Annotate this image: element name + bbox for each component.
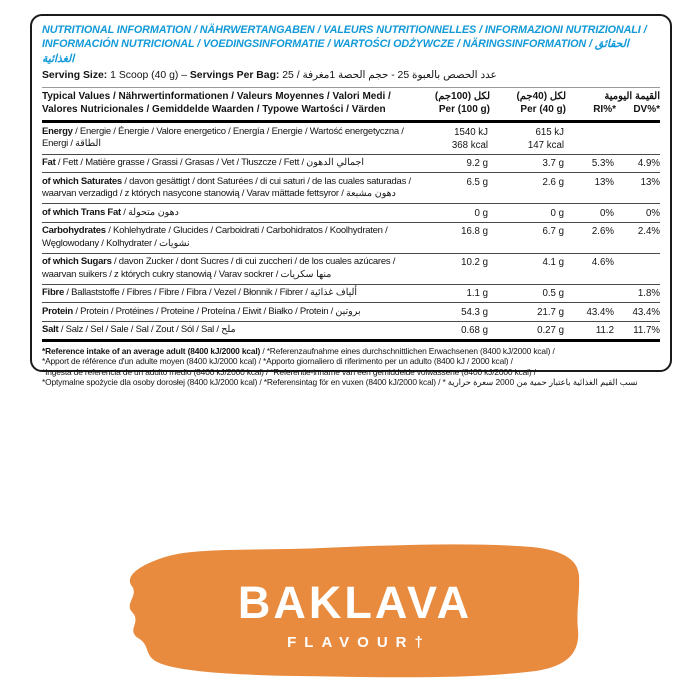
value-dv-percent: 2.4% <box>637 226 660 238</box>
flavor-badge <box>122 538 588 690</box>
footnote-line: *Reference intake of an average adult (8400 kJ/2000 kcal) / *Referenzaufnahme eines durchschnittlichen Erwachsenen (8400 kJ/2000 kcal) / <box>42 346 555 357</box>
column-header-ri: RI%* <box>593 103 616 115</box>
nutrient-label: Protein / Protein / Protéines / Proteine / Proteína / Eiwit / Białko / Protein / بروتين <box>42 305 361 317</box>
table-row <box>42 173 660 204</box>
value-per-100g: 1.1 g <box>466 288 488 300</box>
flavor-text <box>122 538 588 690</box>
footnote-line: *Ingesta de referencia de un adulto medio (8400 kJ/2000 kcal) / *Referentie-inname van een gemiddelde volwassene (8400 kJ/2000 kcal) / <box>42 366 536 377</box>
nutrient-label: Energy / Energie / Énergie / Valore energetico / Energía / Energie / Wartość energetyczna / Energi / الطاقة <box>42 125 404 150</box>
nutrition-rows <box>42 123 660 342</box>
serving-size-label: Serving Size: <box>42 69 108 81</box>
value-dv-percent: 43.4% <box>632 306 660 318</box>
table-row <box>42 223 660 254</box>
nutrient-label: Fat / Fett / Matière grasse / Grassi / Grasas / Vet / Tłuszcze / Fett / اجمالي الدهون <box>42 157 365 169</box>
table-row <box>42 155 660 174</box>
value-per-40g: 6.7 g <box>542 226 564 238</box>
value-per-100g: 0 g <box>474 207 488 219</box>
serving-divider <box>42 87 660 88</box>
value-ri-percent: 11.2 <box>595 325 614 337</box>
footnotes <box>42 346 660 388</box>
value-per-40g: 0.5 g <box>542 288 564 300</box>
value-ri-percent: 0% <box>599 207 614 219</box>
value-per-100g: 1540 kJ 368 kcal <box>451 126 488 151</box>
panel-title-line2: INFORMACIÓN NUTRICIONAL / VOEDINGSINFORMATIE / WARTOŚCI ODŻYWCZE / NÄRINGSINFORMATION / الحقائق الغذائية <box>42 38 629 65</box>
servings-per-bag-label: Servings Per Bag: <box>189 69 280 81</box>
value-dv-percent: 1.8% <box>637 288 660 300</box>
value-ri-percent: 5.3% <box>591 158 614 170</box>
column-header-daily-value: القيمة اليومية RI%* DV%* <box>568 91 660 116</box>
nutrient-label: Fibre / Ballaststoffe / Fibres / Fibre / Fibra / Vezel / Błonnik / Fibrer / ألياف غذائية <box>42 287 358 299</box>
value-per-40g: 3.7 g <box>542 158 564 170</box>
value-per-40g: 4.1 g <box>542 257 564 269</box>
value-per-100g: 10.2 g <box>461 257 488 269</box>
column-header-typical-values: Typical Values / Nährwertinformationen / Valeurs Moyennes / Valori Medi / Valores Nutricionales / Gemiddelde Waarden / Typowe Wartości / Värden <box>42 91 391 115</box>
table-row <box>42 254 660 285</box>
table-row <box>42 322 660 343</box>
value-per-40g: 21.7 g <box>537 306 564 318</box>
nutrient-label: of which Sugars / davon Zucker / dont Sucres / di cui zuccheri / de los cuales azúcares / waarvan suikers / z których cukry stanowią / Varav sockrer / منها سكريات <box>42 256 396 280</box>
nutrient-label: of which Trans Fat / دهون متحولة <box>42 206 179 218</box>
serving-info: Serving Size: 1 Scoop (40 g) – Servings Per Bag: 25 / عدد الحصص بالعبوة 25 - حجم الحصة 1مغرفة <box>42 69 497 81</box>
value-per-100g: 16.8 g <box>461 226 488 238</box>
nutrient-label: Salt / Salz / Sel / Sale / Sal / Zout / Sól / Sal / ملح <box>42 324 236 336</box>
value-per-100g: 9.2 g <box>466 158 488 170</box>
value-dv-percent: 13% <box>640 176 660 188</box>
nutrition-panel <box>30 14 672 388</box>
value-dv-percent: 4.9% <box>637 158 660 170</box>
column-header-per-40g: لكل (40جم) Per (40 g) <box>516 91 566 115</box>
value-ri-percent: 2.6% <box>591 226 614 238</box>
panel-title-line1: NUTRITIONAL INFORMATION / NÄHRWERTANGABEN / VALEURS NUTRITIONNELLES / INFORMAZIONI NUTRIZIONALI / <box>42 24 647 36</box>
panel-title <box>42 23 660 66</box>
footnote-line: *Apport de référence d'un adulte moyen (8400 kJ/2000 kcal) / *Apporto giornaliero di riferimento per un adulto (8400 kJ / 2000 kcal) / <box>42 356 513 367</box>
table-row <box>42 285 660 304</box>
value-per-100g: 54.3 g <box>461 306 488 318</box>
footnote-line: *Optymalne spożycie dla osoby dorosłej (8400 kJ/2000 kcal) / *Referensintag för en vuxen (8400 kJ/2000 kcal) / * نسب القيم الغذائية باعتبار حمية من 2000 سعرة حرارية <box>42 377 638 388</box>
value-per-40g: 2.6 g <box>542 176 564 188</box>
nutrient-label: Carbohydrates / Kohlehydrate / Glucides / Carboidrati / Carbohidratos / Koolhydraten / Węglowodany / Kolhydrater / نشويات <box>42 225 388 249</box>
panel-title-arabic: الحقائق الغذائية <box>42 38 629 65</box>
table-header <box>42 91 660 118</box>
nutrient-label: of which Saturates / davon gesättigt / dont Saturées / di cui saturi / de las cuales saturadas / waarvan verzadigd / z których nasycone stanowią / Varav mättade fettsyror / دهون مشبعة <box>42 175 411 200</box>
value-per-40g: 615 kJ 147 kcal <box>527 126 564 151</box>
value-dv-percent: 11.7% <box>633 325 660 337</box>
table-row <box>42 123 660 155</box>
value-dv-percent: 0% <box>645 207 660 219</box>
table-row <box>42 303 660 322</box>
table-row <box>42 204 660 223</box>
value-ri-percent: 43.4% <box>586 306 614 318</box>
value-per-100g: 6.5 g <box>466 176 488 188</box>
serving-arabic: عدد الحصص بالعبوة 25 - حجم الحصة 1مغرفة <box>302 69 497 81</box>
flavor-name: BAKLAVA <box>237 576 473 628</box>
column-header-dv: DV%* <box>633 103 660 115</box>
value-ri-percent: 4.6% <box>591 257 614 269</box>
value-ri-percent: 13% <box>594 176 614 188</box>
value-per-40g: 0 g <box>550 207 564 219</box>
value-per-40g: 0.27 g <box>537 325 564 337</box>
flavor-sub: FLAVOUR† <box>287 633 431 651</box>
column-header-per-100g: لكل (100جم) Per (100 g) <box>434 91 490 115</box>
value-per-100g: 0.68 g <box>461 325 488 337</box>
